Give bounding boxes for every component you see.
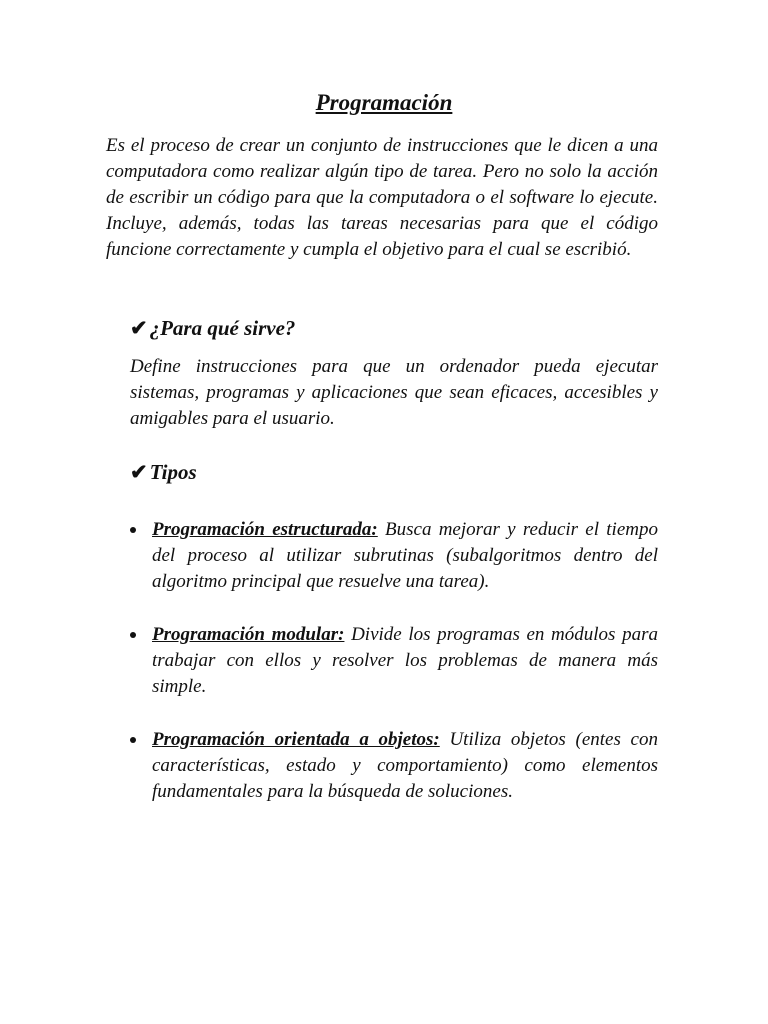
section-heading-tipos [130, 460, 197, 485]
bullet-icon [130, 737, 136, 743]
checkmark-icon: ✔ [130, 316, 148, 340]
bullet-text: Utiliza objetos (entes con características, estado y comportamiento) como elementos fundamentales para la búsqueda de soluciones. [152, 729, 658, 802]
list-item [130, 622, 658, 700]
tipos-bullet-list [130, 517, 658, 832]
section-heading-label: ¿Para qué sirve? [149, 316, 296, 340]
section-paragraph-para-que-sirve: Define instrucciones para que un ordenador pueda ejecutar sistemas, programas y aplicaciones que sean eficaces, accesibles y amigables para el usuario. [130, 356, 658, 429]
bullet-text: Busca mejorar y reducir el tiempo del proceso al utilizar subrutinas (subalgoritmos dentro del algoritmo principal que resuelve una tarea). [152, 519, 658, 592]
intro-paragraph: Es el proceso de crear un conjunto de instrucciones que le dicen a una computadora como realizar algún tipo de tarea. Pero no solo la acción de escribir un código para que la computadora o el software lo ejecute. Incluye, además, todas las tareas necesarias para que el código funcione correctamente y cumpla el objetivo para el cual se escribió. [106, 135, 658, 260]
checkmark-icon: ✔ [130, 460, 148, 484]
section-heading-label: Tipos [149, 460, 197, 484]
bullet-term: Programación orientada a objetos: [152, 729, 440, 750]
bullet-text: Divide los programas en módulos para trabajar con ellos y resolver los problemas de manera más simple. [152, 624, 658, 697]
list-item [130, 727, 658, 805]
document-title: Programación [315, 90, 453, 115]
bullet-icon [130, 527, 136, 533]
bullet-term: Programación estructurada: [152, 519, 378, 540]
bullet-icon [130, 632, 136, 638]
bullet-term: Programación modular: [152, 624, 345, 645]
list-item [130, 517, 658, 595]
section-heading-para-que-sirve [130, 316, 295, 341]
